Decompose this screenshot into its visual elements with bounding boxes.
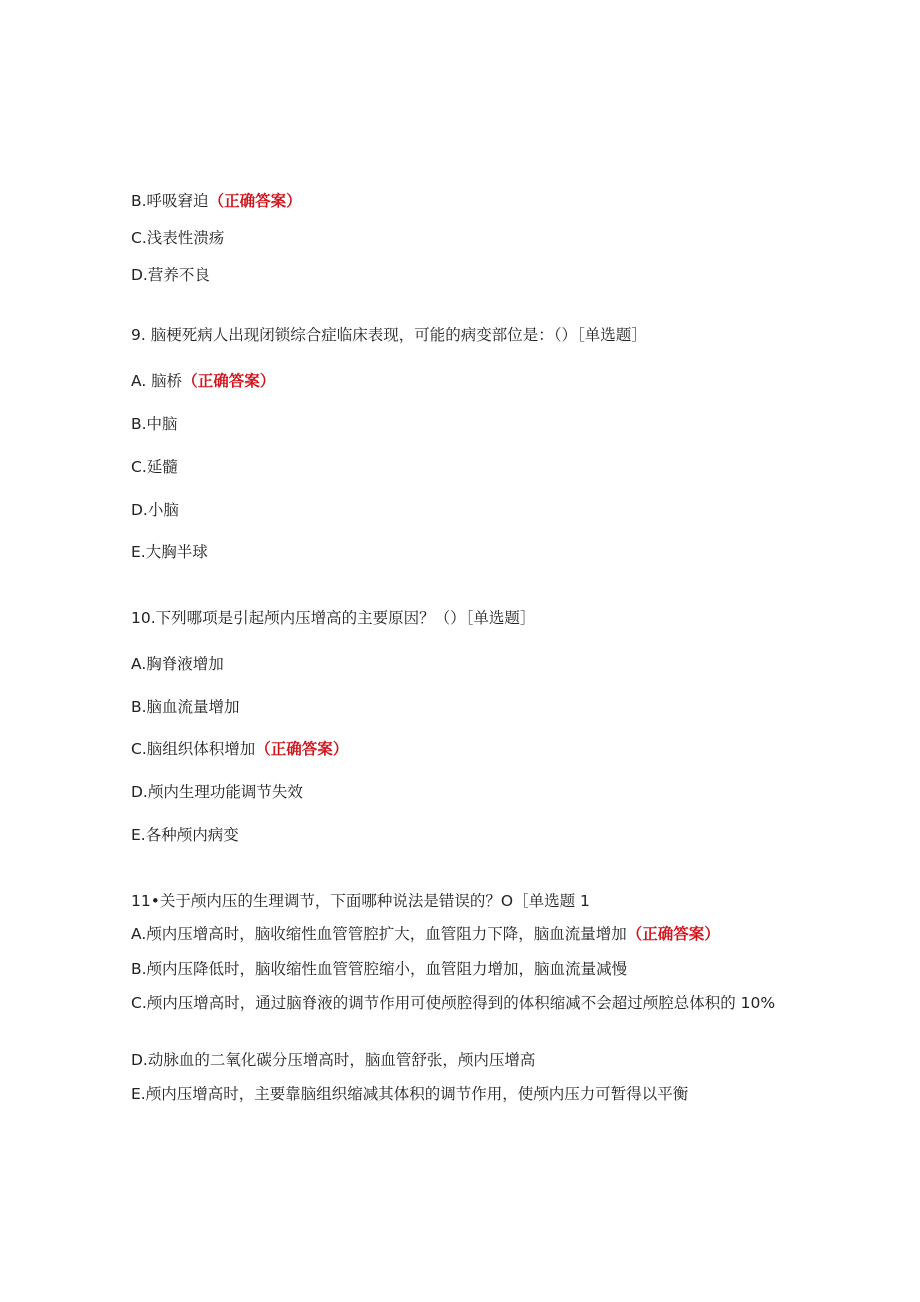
q9-option-a-text: A. 脑桥 (131, 372, 183, 390)
q10-option-d-text: D.颅内生理功能调节失效 (131, 783, 303, 801)
q11-option-e-text: E.颅内压增高时，主要靠脑组织缩减其体积的调节作用，使颅内压力可暂得以平衡 (131, 1085, 689, 1103)
q10-question-text: 10.下列哪项是引起颅内压增高的主要原因？（）［单选题］ (131, 609, 536, 627)
q9-option-a-answer-mark: （正确答案） (182, 372, 276, 390)
q9-option-d-text: D.小脑 (131, 501, 179, 519)
q11-question-text: 11•关于颅内压的生理调节，下面哪种说法是错误的？O［单选题 1 (131, 892, 590, 910)
q10-option-e (131, 824, 239, 846)
q11-option-b-text: B.颅内压降低时，脑收缩性血管管腔缩小，血管阻力增加，脑血流量减慢 (131, 960, 628, 978)
q8-option-d-text: D.营养不良 (131, 266, 210, 284)
q8-option-d (131, 264, 210, 286)
q10-option-e-text: E.各种颅内病变 (131, 826, 239, 844)
q10-option-b (131, 696, 240, 718)
q9-option-b (131, 413, 178, 435)
q10-option-a-text: A.胸脊液增加 (131, 655, 224, 673)
q11-question (131, 890, 590, 912)
q9-question (131, 324, 647, 346)
q9-option-c-text: C.延髓 (131, 458, 178, 476)
q11-option-c (131, 992, 781, 1014)
q10-option-b-text: B.脑血流量增加 (131, 698, 240, 716)
q11-option-c-text: C.颅内压增高时，通过脑脊液的调节作用可使颅腔得到的体积缩减不会超过颅腔总体积的 10% (131, 994, 776, 1012)
q11-option-a (131, 923, 720, 945)
q8-option-c (131, 227, 224, 249)
q11-option-e (131, 1083, 688, 1105)
q10-option-c-answer-mark: （正确答案） (255, 740, 349, 758)
q10-option-d (131, 781, 303, 803)
q10-option-c-text: C.脑组织体积增加 (131, 740, 256, 758)
q8-option-b (131, 190, 302, 212)
q9-option-e-text: E.大胸半球 (131, 543, 208, 561)
q9-option-b-text: B.中脑 (131, 415, 178, 433)
q11-option-a-text: A.颅内压增高时，脑收缩性血管管腔扩大，血管阻力下降，脑血流量增加 (131, 925, 627, 943)
q11-option-d (131, 1049, 535, 1071)
q9-option-a (131, 370, 275, 392)
q10-option-a (131, 653, 224, 675)
q8-option-b-text: B.呼吸窘迫 (131, 192, 209, 210)
q9-question-text: 9. 脑梗死病人出现闭锁综合症临床表现，可能的病变部位是：（）［单选题］ (131, 326, 647, 344)
q9-option-d (131, 499, 179, 521)
q11-option-b (131, 958, 627, 980)
q10-option-c (131, 738, 348, 760)
q9-option-e (131, 541, 208, 563)
q10-question (131, 607, 535, 629)
q8-option-b-answer-mark: （正确答案） (208, 192, 302, 210)
q8-option-c-text: C.浅表性溃疡 (131, 229, 225, 247)
q11-option-d-text: D.动脉血的二氧化碳分压增高时，脑血管舒张，颅内压增高 (131, 1051, 536, 1069)
q11-option-a-answer-mark: （正确答案） (626, 925, 720, 943)
q9-option-c (131, 456, 178, 478)
